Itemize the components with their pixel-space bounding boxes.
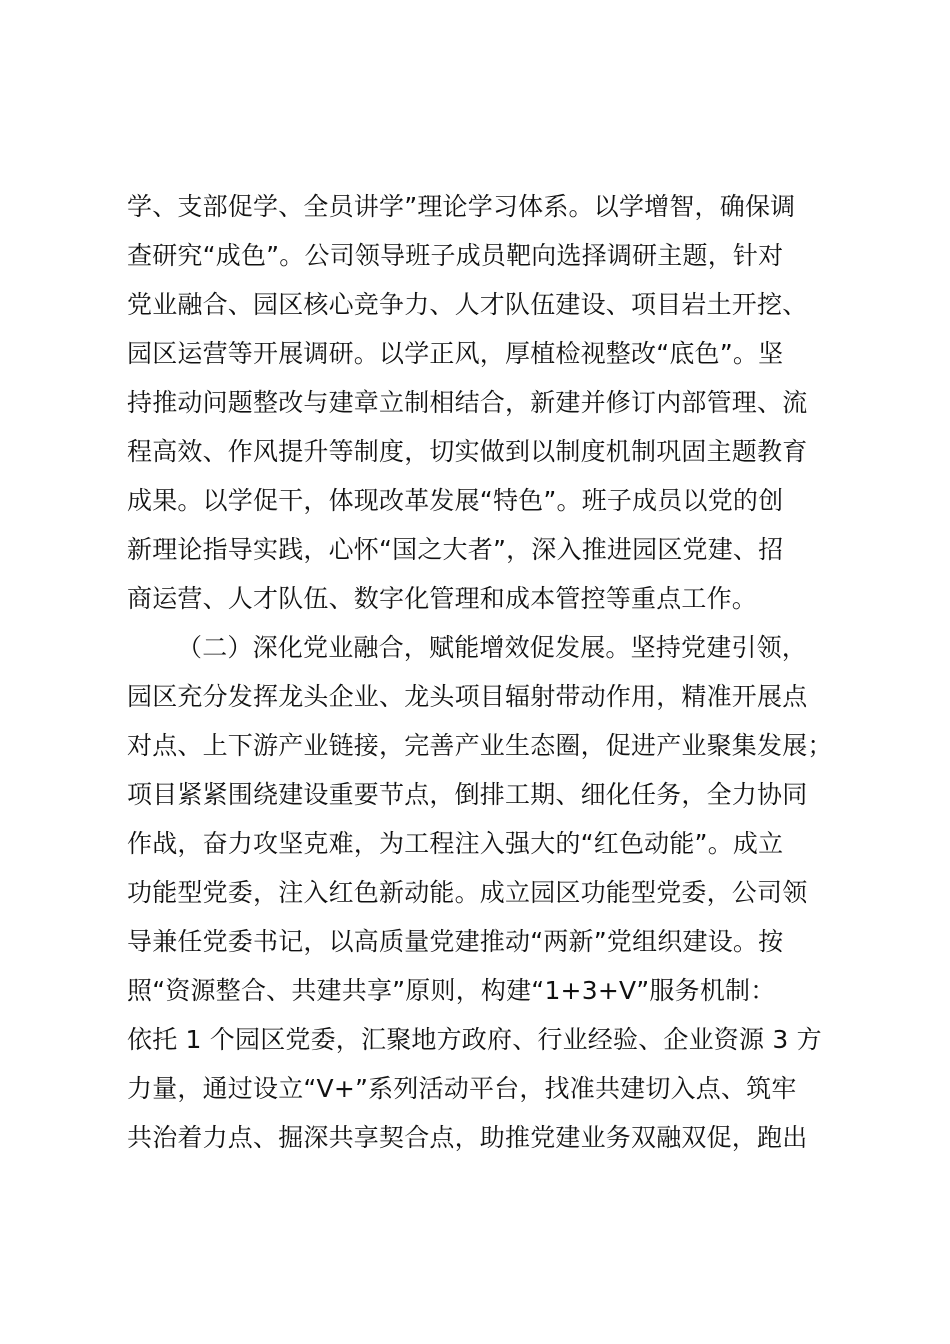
text-line: 查研究“成色”。公司领导班子成员靶向选择调研主题，针对 [127, 241, 784, 270]
section-heading-line: （二）深化党业融合，赋能增效促发展。坚持党建引领， [177, 633, 808, 662]
text-line: 作战，奋力攻坚克难，为工程注入强大的“红色动能”。成立 [127, 829, 784, 858]
text-line: 园区运营等开展调研。以学正风，厚植检视整改“底色”。坚 [127, 339, 784, 368]
text-line: 项目紧紧围绕建设重要节点，倒排工期、细化任务，全力协同 [127, 780, 808, 809]
text-line: 党业融合、园区核心竞争力、人才队伍建设、项目岩土开挖、 [127, 290, 808, 319]
text-line: 导兼任党委书记，以高质量党建推动“两新”党组织建设。按 [127, 927, 784, 956]
text-line: 共治着力点、掘深共享契合点，助推党建业务双融双促，跑出 [127, 1123, 808, 1152]
text-line: 照“资源整合、共建共享”原则，构建“1+3+V”服务机制： [127, 976, 776, 1005]
text-line: 对点、上下游产业链接，完善产业生态圈，促进产业聚集发展； [127, 731, 833, 760]
text-line: 力量，通过设立“V+”系列活动平台，找准共建切入点、筑牢 [127, 1074, 797, 1103]
text-line: 功能型党委，注入红色新动能。成立园区功能型党委，公司领 [127, 878, 808, 907]
text-line: 程高效、作风提升等制度，切实做到以制度机制巩固主题教育 [127, 437, 808, 466]
text-line: 园区充分发挥龙头企业、龙头项目辐射带动作用，精准开展点 [127, 682, 808, 711]
text-line: 商运营、人才队伍、数字化管理和成本管控等重点工作。 [127, 584, 758, 613]
text-line: 成果。以学促干，体现改革发展“特色”。班子成员以党的创 [127, 486, 784, 515]
text-line: 持推动问题整改与建章立制相结合，新建并修订内部管理、流 [127, 388, 808, 417]
text-line: 依托 1 个园区党委，汇聚地方政府、行业经验、企业资源 3 方 [127, 1025, 822, 1054]
text-line: 新理论指导实践，心怀“国之大者”，深入推进园区党建、招 [127, 535, 784, 564]
document-body [127, 182, 847, 1162]
text-line: 学、支部促学、全员讲学”理论学习体系。以学增智，确保调 [127, 192, 796, 221]
